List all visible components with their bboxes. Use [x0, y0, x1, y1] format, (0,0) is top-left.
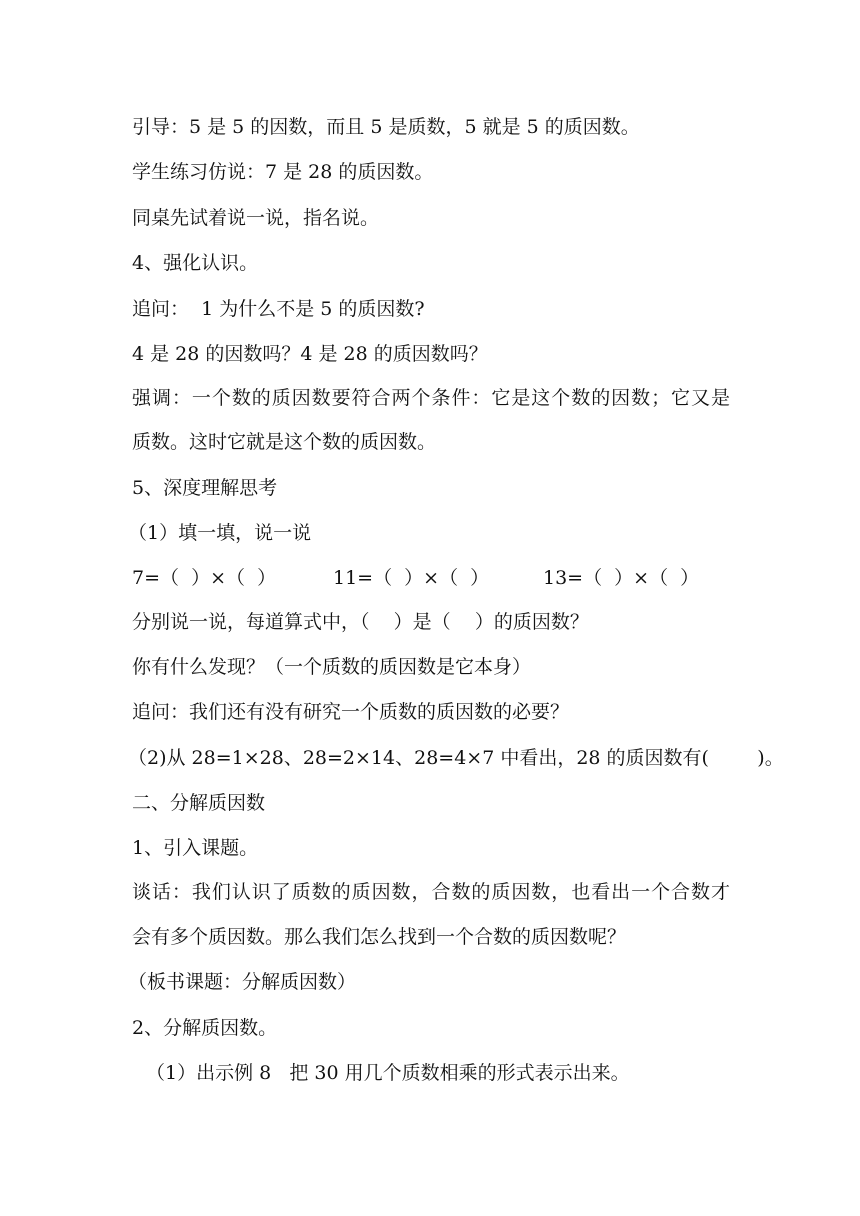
- subsection-fill: （1）填一填，说一说: [128, 522, 312, 544]
- text-line-board-title: （板书课题：分解质因数）: [128, 971, 357, 993]
- section-heading-5: 5、深度理解思考: [132, 477, 278, 499]
- text-line-guide: 引导：5 是 5 的因数，而且 5 是质数，5 就是 5 的质因数。: [132, 116, 640, 138]
- expression-7: 7=（ ）×（ ）: [132, 567, 277, 589]
- subheading-introduce: 1、引入课题。: [132, 837, 259, 859]
- text-line-example-8: （1）出示例 8 把 30 用几个质数相乘的形式表示出来。: [146, 1062, 630, 1084]
- text-line-student-practice: 学生练习仿说：7 是 28 的质因数。: [132, 161, 434, 183]
- text-line-ask-2: 追问：我们还有没有研究一个质数的质因数的必要？: [132, 701, 570, 723]
- text-line-talk-2: 会有多个质因数。那么我们怎么找到一个合数的质因数呢？: [132, 926, 627, 948]
- subheading-factorize: 2、分解质因数。: [132, 1017, 278, 1039]
- text-line-talk-1: 谈话：我们认识了质数的质因数，合数的质因数，也看出一个合数才: [132, 881, 730, 903]
- section-heading-two: 二、分解质因数: [132, 792, 266, 814]
- expression-13: 13=（ ）×（ ）: [543, 567, 700, 589]
- text-line-ask-1: 追问： 1 为什么不是 5 的质因数?: [132, 298, 425, 320]
- text-line-emphasis-1: 强调：一个数的质因数要符合两个条件：它是这个数的因数；它又是: [132, 387, 730, 409]
- text-line-emphasis-2: 质数。这时它就是这个数的质因数。: [132, 431, 437, 453]
- text-line-discovery: 你有什么发现？（一个质数的质因数是它本身）: [132, 656, 532, 678]
- text-line-deskmate: 同桌先试着说一说，指名说。: [132, 207, 380, 229]
- text-line-28-factors: （2)从 28=1×28、28=2×14、28=4×7 中看出，28 的质因数有( )。: [128, 747, 784, 769]
- section-heading-4: 4、强化认识。: [132, 252, 259, 274]
- text-line-question-4: 4 是 28 的因数吗？4 是 28 的质因数吗？: [132, 343, 488, 365]
- text-line-explain: 分别说一说，每道算式中，（ ）是（ ）的质因数？: [132, 611, 589, 633]
- expression-11: 11=（ ）×（ ）: [333, 567, 490, 589]
